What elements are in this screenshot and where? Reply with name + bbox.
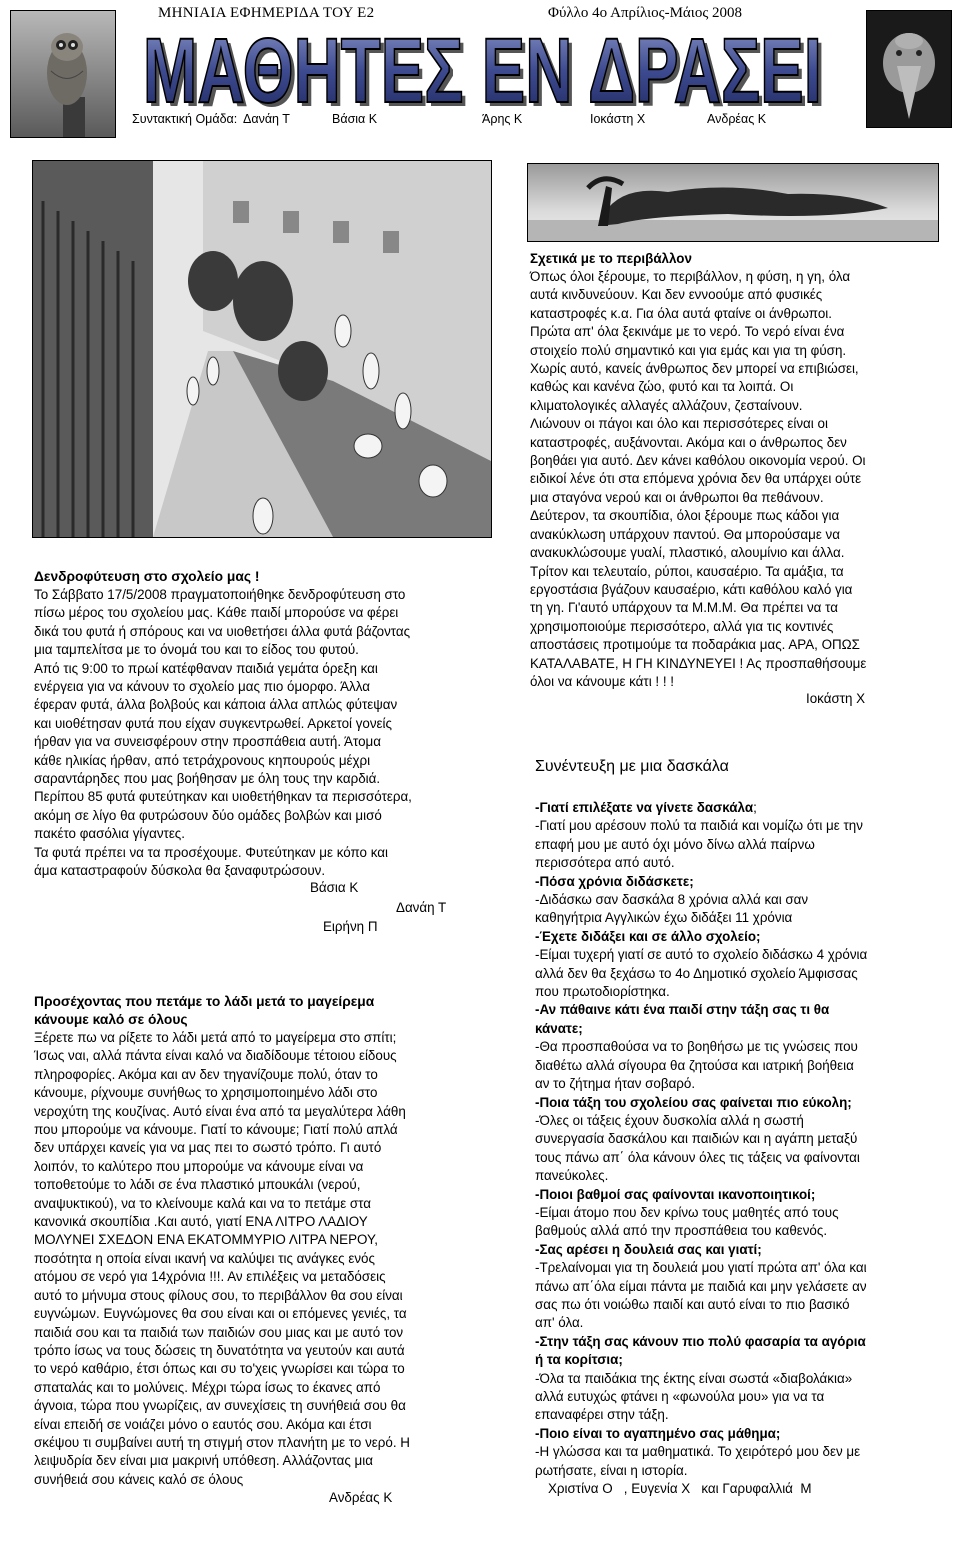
tree-photo xyxy=(527,163,939,242)
interview-question: -Ποιοι βαθμοί σας φαίνονται ικανοποιητικοί; xyxy=(535,1186,816,1202)
signature: Δανάη Τ xyxy=(396,900,447,915)
signature: Ιοκάστη Χ xyxy=(806,691,866,706)
article-interview xyxy=(535,757,945,1498)
owl-photo xyxy=(10,10,116,138)
header-left-line: ΜΗΝΙΑΙΑ ΕΦΗΜΕΡΙΔΑ ΤΟΥ Ε2 xyxy=(158,5,375,21)
signature: Χριστίνα Ο , Ευγενία Χ και Γαρυφαλλιά Μ xyxy=(548,1481,812,1497)
staff-member: Βάσια Κ xyxy=(332,112,378,126)
article-body: Ξέρετε πω να ρίξετε το λάδι μετά από το μαγείρεμα στο σπίτι; Ίσως ναι, αλλά πάντα είναι καλό να διαδίδουμε τέτοιου είδους πληροφορίες. Ακόμα και αν δεν τηγανίζουμε πολύ, όταν το κάνουμε, ρίχνουμε συνήθως το χρησιμοποιημένο λάδι στο νεροχύτη της κουζίνας. Αυτό είναι ένα από τα μεγαλύτερα λάθη που μπορούμε να κάνουμε. Γιατί το κάνουμε; Γιατί πολύ απλά δεν υπάρχει κανείς για να μας πει το σωστό τρόπο. Γι αυτό λοιπόν, το καλύτερο που μπορούμε να κάνουμε είναι να τοποθετούμε το λάδι σε ένα πλαστικό μπουκάλι (νερού, αναψυκτικού), να το κλείνουμε καλά και να το πετάμε στα κανονικά σκουπίδια .Και αυτό, γιατί ΕΝΑ ΛΙΤΡΟ ΛΑΔΙΟΥ ΜΟΛΥΝΕΙ ΣΧΕΔΟΝ ΕΝΑ ΕΚΑΤΟΜΜΥΡΙΟ ΛΙΤΡΑ ΝΕΡΟΥ, ποσότητα η οποία είναι ικανή να καλύψει τις ανάγκες ενός ατόμου σε νερό για 14χρόνια !!!. Αν επιλέξεις να μεταδόσεις αυτό το μήνυμα στους φίλους σου, το περιβάλλον θα σου είναι ευγνώμων. Ευγνώμονες θα σου είναι και οι επόμενες γενιές, τα παιδιά σου και τα παιδιά των παιδιών σου μιας και με αυτό τον τρόπο ίσως να τους δώσεις τη δυνατότητα να γευτούν και αυτά το νερό καθάριο, έτσι όπως και συ το'χεις γνωρίσει και τώρα το σπαταλάς και το μολύνεις. Μέχρι τώρα ίσως το έκανες από άγνοια, τώρα που γνωρίζεις, αν συνεχίσεις τη συνήθειά σου θα είναι επειδή σε νοιάζει μόνο ο εαυτός σου. Ακόμα και έτσι σκέψου τι συμβαίνει αυτή τη στιγμή στον πλανήτη με το νερό. Η λειψυδρία δεν είναι μια μακρινή υπόθεση. Αλλάζοντας μια συνήθειά σου κάνεις καλό σε όλους xyxy=(34,1030,410,1487)
interview-question: -Γιατί επιλέξατε να γίνετε δασκάλα; xyxy=(535,800,757,815)
staff-line xyxy=(132,112,852,126)
article-title: Προσέχοντας που πετάμε το λάδι μετά το μαγείρεμα κάνουμε καλό σε όλους xyxy=(34,994,375,1027)
article-body: Το Σάββατο 17/5/2008 πραγματοποιήθηκε δενδροφύτευση στο πίσω μέρος του σχολείου μας. Κάθε παιδί μπορούσε να φέρει δικά του φυτά ή σπόρους και να υιοθετήσει άλλα φυτά βάζοντας μια ταμπελίτσα με το όνομά του και το είδος του φυτού. Από τις 9:00 το πρωί κατέφθαναν παιδιά γεμάτα όρεξη και ενέργεια για να κάνουν το σχολείο μας πιο όμορφο. Άλλα έφεραν φυτά, άλλα βολβούς και κάποια άλλα απλώς φύτεψαν και υιοθέτησαν φυτά που είχαν συγκεντρωθεί. Αρκετοί γονείς ήρθαν για να συνεισφέρουν στην προσπάθεια αυτή. Άτομα κάθε ηλικίας ήρθαν, από τετράχρονους κηπουρούς μέχρι σαραντάρηδες που μας βοήθησαν με όλη τους την καρδιά. Περίπου 85 φυτά φυτεύτηκαν και υιοθετήθηκαν τα περισσότερα, ακόμη σε λίγο θα φυτρώσουν δύο ομάδες βολβών και μισό πακέτο φασόλια γίγαντες. Τα φυτά πρέπει να τα προσέχουμε. Φυτεύτηκαν με κόπο και άμα καταστραφούν δύσκολα θα ξαναφυτρώσουν. xyxy=(34,587,412,879)
article-planting xyxy=(34,568,496,881)
owl-icon xyxy=(11,11,115,137)
interview-answer: -Είμαι τυχερή γιατί σε αυτό το σχολείο διδάσκω 4 χρόνια αλλά δεν θα ξεχάσω το 4ο Δημοτικό σχολείο Άμφισσας που πρωτοδιορίστηκα. xyxy=(535,947,868,1000)
interview-question: -Αν πάθαινε κάτι ένα παιδί στην τάξη σας τι θα κάνατε; xyxy=(535,1002,830,1036)
interview-answer: -Τρελαίνομαι για τη δουλειά μου γιατί πρώτα απ' όλα και πάνω απ΄όλα είμαι πάντα με παιδιά και μην γελάσετε αν σας πω ότι νοιώθω παιδί και αυτό είναι το πιο βασικό απ' όλα. xyxy=(535,1260,867,1331)
interview-answer: -Γιατί μου αρέσουν πολύ τα παιδιά και νομίζω ότι με την επαφή μου με αυτό όχι μόνο δίνω αλλά παίρνω περισσότερα από αυτό. xyxy=(535,818,863,871)
article-title: Σχετικά με το περιβάλλον xyxy=(530,251,692,266)
interview-answer: -Θα προσπαθούσα να το βοηθήσω με τις γνώσεις που διαθέτω αλλά σίγουρα θα ζητούσα και ιατρική βοήθεια αν το ζήτημα ήταν σοβαρό. xyxy=(535,1039,858,1092)
signature: Ειρήνη Π xyxy=(323,919,378,934)
interview-question: -Πόσα χρόνια διδάσκετε; xyxy=(535,873,694,889)
masthead-shadow: ΜΑΘΗΤΕΣ ΕΝ ΔΡΑΣΕΙ xyxy=(146,23,826,112)
header-right-line: Φύλλο 4ο Απρίλιος-Μάιος 2008 xyxy=(548,5,743,21)
staff-label: Συντακτική Ομάδα: xyxy=(132,112,238,126)
interview-question: -Ποιο είναι το αγαπημένο σας μάθημα; xyxy=(535,1425,781,1441)
interview-answer: -Είμαι άτομο που δεν κρίνω τους μαθητές από τους βαθμούς αλλά από την προσπάθεια του καθενός. xyxy=(535,1204,839,1239)
bird-photo xyxy=(866,10,952,128)
staff-member: Άρης Κ xyxy=(482,112,523,126)
planting-photo xyxy=(32,160,492,538)
masthead-title xyxy=(140,22,846,112)
masthead-text: ΜΑΘΗΤΕΣ ΕΝ ΔΡΑΣΕΙ xyxy=(142,22,822,112)
article-title: Δενδροφύτευση στο σχολείο μας ! xyxy=(34,569,260,584)
interview-question: -Ποια τάξη του σχολείου σας φαίνεται πιο εύκολη; xyxy=(535,1094,852,1110)
signature: Ανδρέας Κ xyxy=(329,1490,393,1505)
interview-answer: -Όλα τα παιδάκια της έκτης είναι σωστά «διαβολάκια» αλλά ευτυχώς φτάνει η «φωνούλα μου» για να τα επαναφέρει στην τάξη. xyxy=(535,1370,853,1423)
interview-question: -Σας αρέσει η δουλειά σας και γιατί; xyxy=(535,1241,762,1257)
interview-question: -Στην τάξη σας κάνουν πιο πολύ φασαρία τα αγόρια ή τα κορίτσια; xyxy=(535,1333,866,1368)
signature: Βάσια Κ xyxy=(310,880,359,895)
staff-member: Ιοκάστη Χ xyxy=(590,112,646,126)
shoebill-icon xyxy=(867,11,951,127)
article-body: Όπως όλοι ξέρουμε, το περιβάλλον, η φύση, η γη, όλα αυτά κινδυνεύουν. Και δεν εννοούμε από φυσικές καταστροφές κ.α. Για όλα αυτά φταίνε οι άνθρωποι. Πρώτα απ' όλα ξεκινάμε με το νερό. Το νερό είναι ένα στοιχείο πολύ σημαντικό και για εμάς και για τη φύση. Χωρίς αυτό, κανείς άνθρωπος δεν μπορεί να επιβιώσει, καθώς και κανένα ζώο, φυτό και τα λοιπά. Οι κλιματολογικές αλλαγές αλλάζουν, ζεσταίνουν. Λιώνουν οι πάγοι και όλο και περισσότερες είναι οι καταστροφές, αυξάνονται. Ακόμα και ο άνθρωπος δεν βοηθάει για αυτό. Δεν κάνει καθόλου οικονομία νερού. Οι ειδικοί λένε ότι στα επόμενα χρόνια δεν θα υπάρχει ούτε μια σταγόνα νερού και οι άνθρωποι θα πεθάνουν. Δεύτερον, τα σκουπίδια, όλοι ξέρουμε πως κάδοι για ανακύκλωση υπάρχουν παντού. Θα μπορούσαμε να ανακυκλώσουμε γυαλί, πλαστικό, αλουμίνιο και άλλα. Τρίτον και τελευταίο, ρύποι, καυσαέριο. Τα αμάξια, τα εργοστάσια βγάζουν καυσαέριο, κάτι καθόλου καλό για τη γη. Γι'αυτό υπάρχουν τα Μ.Μ.Μ. Θα πρέπει να τα χρησιμοποιούμε περισσότερο, αλλά για τις κοντινές αποστάσεις προτιμούμε τα ποδαράκια μας. ΑΡΑ, ΟΠΩΣ ΚΑΤΑΛΑΒΑΤΕ, Η ΓΗ ΚΙΝΔΥΝΕΥΕΙ ! Ας προσπαθήσουμε όλοι να κάνουμε κάτι ! ! ! xyxy=(530,269,867,689)
staff-member: Ανδρέας Κ xyxy=(707,112,767,126)
interview-answer: -Διδάσκω σαν δασκάλα 8 χρόνια αλλά και σαν καθηγήτρια Αγγλικών έχω διδάξει 11 χρόνια xyxy=(535,892,809,926)
interview-question: -Έχετε διδάξει και σε άλλο σχολείο; xyxy=(535,928,761,944)
interview-title: Συνέντευξη με μια δασκάλα xyxy=(535,758,729,775)
interview-answer: -Η γλώσσα και τα μαθηματικά. Το χειρότερό μου δεν με ρωτήσατε, είναι η ιστορία. xyxy=(535,1444,861,1478)
article-environment xyxy=(530,250,940,691)
article-oil xyxy=(34,993,496,1489)
staff-member: Δανάη Τ xyxy=(243,112,290,126)
interview-answer: -Όλες οι τάξεις έχουν δυσκολία αλλά η σωστή συνεργασία δασκάλου και παιδιών και η αγάπη μεταξύ τους πάνω απ΄ όλα κάνουν όλες τις τάξεις να φαίνονται πανεύκολες. xyxy=(535,1112,860,1184)
